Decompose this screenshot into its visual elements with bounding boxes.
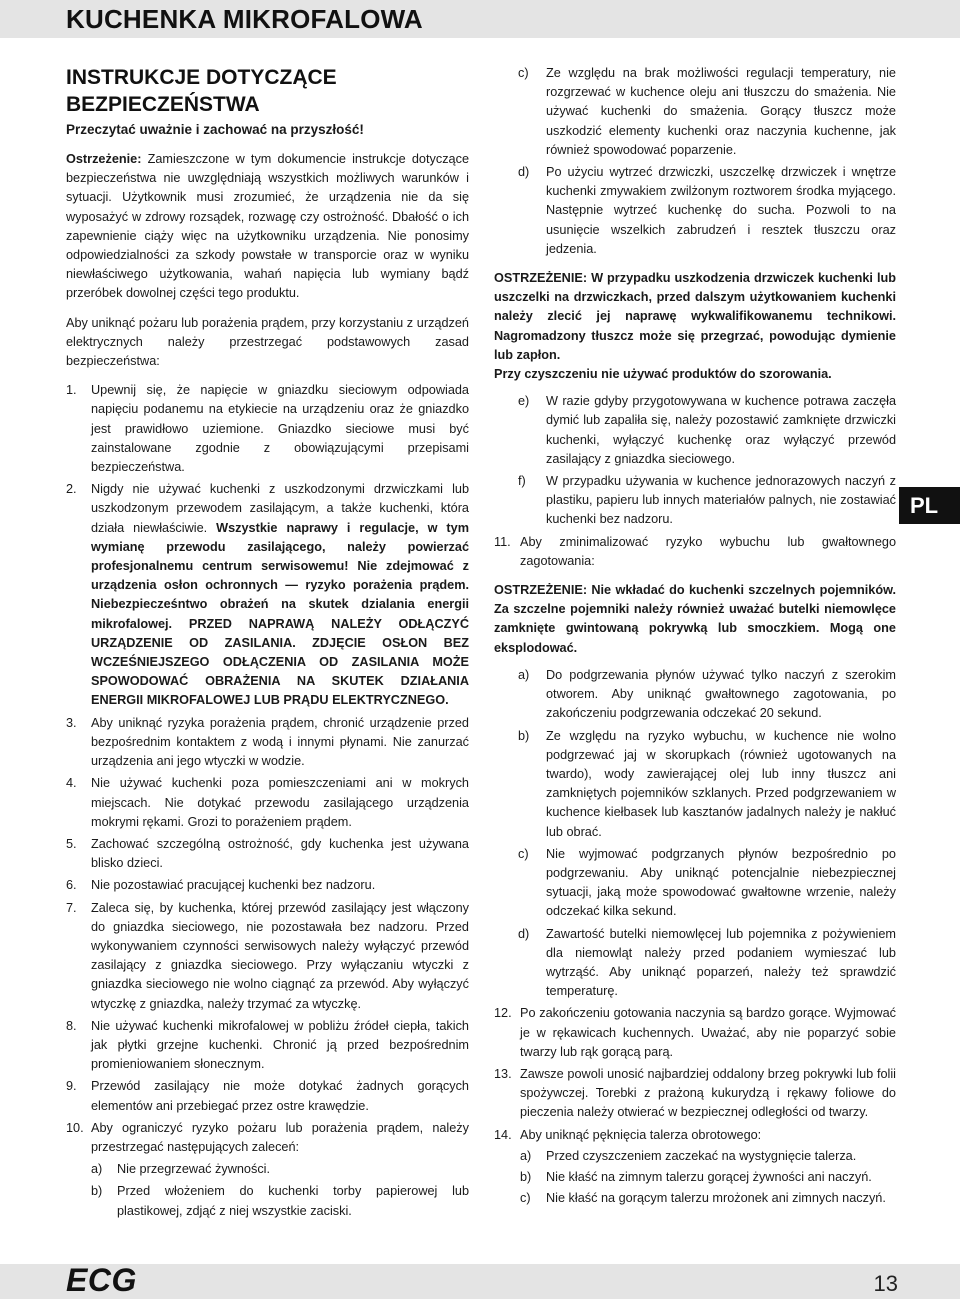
item-number: 5.	[66, 836, 77, 851]
sub-list	[494, 666, 896, 1001]
sub-item-letter: c)	[518, 846, 529, 861]
list-item	[66, 1077, 469, 1115]
list-item	[66, 774, 469, 832]
item-text: Aby uniknąć ryzyka porażenia prądem, chronić urządzenie przed bezpośrednim kontaktem z wodą i innymi płynami. Nie zanurzać urządzenia ani jego wtyczki w wodzie.	[91, 715, 469, 769]
warning-text: Zamieszczone w tym dokumencie instrukcje dotyczące bezpieczeństwa nie uwzględniają wszystkich możliwych warunków i sytuacji. Użytkownik musi zrozumieć, że urządzenia nie da się wyposażyć w zdrowy rozsądek, rozwagę czy ostrożność. Dbałość o ich zapewnienie ciąży więc na użytkowniku urządzenia. Nie ponosimy odpowiedzialności za szkody powstałe w transporcie oraz w wyniku niewłaściwego użytkowania, wahań napięcia lub wymiany bądź przeróbek dowolnej części tego produktu.	[66, 152, 469, 301]
warning-door-damage: OSTRZEŻENIE: W przypadku uszkodzenia drzwiczek kuchenki lub uszczelki na drzwiczkach, przed dalszym użytkowaniem kuchenki należy zlecić jej naprawę wykwalifikowanemu technikowi. Nagromadzony tłuszcz może się przegrzać, powodując dymienie lub zapłon.	[494, 271, 896, 362]
header-bar	[0, 0, 960, 38]
warning-sealed-containers: OSTRZEŻENIE: Nie wkładać do kuchenki szczelnych pojemników. Za szczelne pojemniki należy również uważać butelki niemowlęce zamknięte gwintowaną pokrywką lub smoczkiem. Mogą one eksplodować.	[494, 583, 896, 655]
sub-list-item	[494, 666, 896, 724]
item-text	[91, 1119, 469, 1221]
item-text: Upewnij się, że napięcie w gniazdku sieciowym odpowiada napięciu podanemu na etykiecie na urządzeniu oraz że gniazdko jest prawidłowo uziemione. Gniazdko sieciowe musi być zainstalowane zgodnie z obowiązującymi przepisami bezpieczeństwa.	[91, 383, 469, 475]
item-text: Przewód zasilający nie może dotykać żadnych gorących elementów ani przebiegać przez ostre krawędzie.	[91, 1079, 469, 1113]
sub-item-text: Nie kłaść na zimnym talerzu gorącej żywności ani naczyń.	[546, 1169, 872, 1184]
sub-list-item	[494, 845, 896, 922]
sub-item-text: Ze względu na brak możliwości regulacji temperatury, nie rozgrzewać w kuchence oleju ani tłuszczu do smażenia. Nie używać kuchenki do smażenia. Gorący tłuszcz może uszkodzić elementy kuchenki oraz naczynia kuchenne, jak również spowodować poparzenie.	[546, 66, 896, 157]
item-text	[91, 480, 469, 710]
warning-no-scrub: Przy czyszczeniu nie używać produktów do szorowania.	[494, 367, 832, 382]
sub-item-text: Do podgrzewania płynów używać tylko naczyń z szerokim otworem. Aby uniknąć gwałtownego zagotowania, po zakończeniu podgrzewania odczekać 20 sekund.	[546, 667, 896, 721]
sub-list-item	[494, 64, 896, 160]
sub-list-item	[494, 1147, 896, 1166]
list-item	[66, 876, 469, 895]
item-number: 1.	[66, 383, 77, 398]
sub-item-letter: f)	[518, 474, 526, 489]
sub-list-item	[494, 727, 896, 842]
section-title-line2: BEZPIECZEŃSTWA	[66, 93, 260, 116]
list-item	[66, 381, 469, 477]
list-item	[66, 1119, 469, 1221]
item-text: Aby zminimalizować ryzyko wybuchu lub gwałtownego zagotowania:	[520, 534, 896, 568]
sub-item-letter: a)	[91, 1162, 103, 1177]
item-text: Zawsze powoli unosić najbardziej oddalony brzeg pokrywki lub folii spożywczej. Torebki z prażoną kukurydzą i rękawy foliowe do pieczenia należy otwierać w bezpiecznej odległości od twarzy.	[520, 1066, 896, 1120]
left-column	[66, 64, 469, 1221]
sub-item-text: Przed włożeniem do kuchenki torby papierowej lub plastikowej, zdjąć z niej wszystkie zaciski.	[117, 1184, 469, 1218]
item-text-regular: Nigdy nie używać kuchenki z uszkodzonymi drzwiczkami lub uszkodzonym przewodem zasilającym, a także kuchenki, która działa niewłaściwie.	[91, 482, 469, 535]
sub-item-letter: a)	[518, 667, 530, 682]
list-item	[66, 714, 469, 772]
list-item	[494, 1126, 896, 1145]
sub-item-letter: b)	[91, 1184, 103, 1199]
right-column	[494, 64, 896, 1208]
sub-item-letter: c)	[518, 66, 529, 80]
sub-item-text: Przed czyszczeniem zaczekać na wystygnięcie talerza.	[546, 1148, 857, 1163]
list-item	[494, 1065, 896, 1123]
sub-item-letter: b)	[518, 728, 530, 743]
list-item	[66, 1017, 469, 1075]
sub-list-item	[494, 472, 896, 530]
section-title-line1: INSTRUKCJE DOTYCZĄCE	[66, 66, 337, 89]
item-text: Nie pozostawiać pracującej kuchenki bez nadzoru.	[91, 878, 376, 893]
item-number: 8.	[66, 1018, 77, 1033]
sub-list-item	[494, 1168, 896, 1187]
item-number: 7.	[66, 900, 77, 915]
sub-item-text: Po użyciu wytrzeć drzwiczki, uszczelkę drzwiczek i wnętrze kuchenki zmywakiem zwilżonym roztworem środka myjącego. Następnie wytrzeć kuchenkę do sucha. Pozwoli to na usunięcie wszelkich zabrudzeń i resztek tłuszczu oraz jedzenia.	[546, 165, 896, 256]
item-text-bold: Wszystkie naprawy i regulacje, w tym wymianę przewodu zasilającego, należy powierzać profesjonalnemu centrum serwisowemu! Nie zdejmować z urządzenia osłon ochronnych — ryzyko porażenia prądem. Niebezpiecześntwo obrażeń na skutek dzialania energii mikrofalowej. PRZED NAPRAWĄ NALEŻY ODŁĄCZYĆ URZĄDZENIE OD ZASILANIA. ZDJĘCIE OSŁON BEZ WCZEŚNIEJSZEGO ODŁĄCZENIA OD ZASILANIA MOŻE SPOWODOWAĆ OBRAŻENIA NA SKUTEK DZIAŁANIA ENERGII MIKROFALOWEJ LUB PRĄDU ELEKTRYCZNEGO.	[91, 520, 469, 708]
brand-logo: ECG	[66, 1262, 137, 1298]
item-number: 9.	[66, 1079, 77, 1094]
sub-list-item	[494, 1189, 896, 1208]
item-number: 14.	[494, 1127, 512, 1142]
sub-item-letter: e)	[518, 394, 530, 409]
sub-item-text: Nie kłaść na gorącym talerzu mrożonek ani zimnych naczyń.	[546, 1191, 886, 1206]
list-item	[66, 480, 469, 710]
item-text-regular: Aby ograniczyć ryzyko pożaru lub porażenia prądem, należy przestrzegać następujących zaleceń:	[91, 1120, 469, 1154]
footer-bar	[0, 1264, 960, 1299]
sub-item-letter: c)	[520, 1191, 531, 1206]
item-number: 3.	[66, 715, 77, 730]
list-item	[494, 1004, 896, 1062]
warning-paragraph	[66, 150, 469, 304]
sub-item-letter: d)	[518, 165, 530, 180]
intro-paragraph: Aby uniknąć pożaru lub porażenia prądem, przy korzystaniu z urządzeń elektrycznych należy przestrzegać podstawowych zasad bezpieczeństwa:	[66, 315, 469, 369]
item-number: 6.	[66, 878, 77, 893]
sub-list-item	[494, 925, 896, 1002]
numbered-list	[66, 381, 469, 1221]
sub-list-item	[91, 1182, 469, 1220]
item-number: 12.	[494, 1006, 512, 1021]
sub-item-text: W razie gdyby przygotowywana w kuchence potrawa zaczęła dymić lub zapaliła się, należy pozostawić zamknięte drzwiczki kuchenki, wyłączyć kuchenkę oraz wyłączyć przewód zasilający z gniazdka sieciowego.	[546, 394, 896, 466]
item-text: Zachować szczególną ostrożność, gdy kuchenka jest używana blisko dzieci.	[91, 836, 469, 871]
list-item	[66, 835, 469, 873]
item-number: 10.	[66, 1120, 84, 1135]
sub-item-text: W przypadku używania w kuchence jednorazowych naczyń z plastiku, papieru lub innych materiałów palnych, nie zostawiać kuchenki bez nadzoru.	[546, 474, 896, 527]
warning-label: Ostrzeżenie:	[66, 152, 142, 166]
item-number: 13.	[494, 1066, 512, 1081]
sub-item-letter: a)	[520, 1148, 532, 1163]
item-number: 2.	[66, 482, 77, 497]
sub-list-item	[494, 163, 896, 259]
item-text: Nie używać kuchenki mikrofalowej w pobliżu źródeł ciepła, takich jak płytki grzejne kuchenki. Chronić ją przed bezpośrednim promieniowaniem słonecznym.	[91, 1018, 469, 1072]
item-text: Zaleca się, by kuchenka, której przewód zasilający jest włączony do gniazdka sieciowego, nie pozostawała bez nadzoru. Przed wykonywaniem czynności serwisowych należy wyłączyć przewód zasilający z gniazdka sieciowego. Przy wyłączaniu wtyczki z gniazdka sieciowego nie wolno ciągnąć za przewód. Aby wyłączyć wtyczkę z gniazdka, należy trzymać za wtyczkę.	[91, 900, 469, 1011]
sub-list-item	[91, 1160, 469, 1179]
sub-item-letter: d)	[518, 926, 530, 941]
sub-list-item	[494, 392, 896, 469]
page-number: 13	[873, 1271, 898, 1296]
item-number: 4.	[66, 776, 77, 791]
list-item	[494, 533, 896, 571]
sub-item-text: Zawartość butelki niemowlęcej lub pojemnika z pożywieniem dla niemowląt należy przed podaniem wymieszać lub wytrząść. Aby uniknąć poparzeń, należy też sprawdzić temperaturę.	[546, 926, 896, 999]
item-text: Aby uniknąć pęknięcia talerza obrotowego:	[520, 1127, 762, 1142]
section-subtitle: Przeczytać uważnie i zachować na przyszłość!	[66, 122, 364, 137]
sub-item-letter: b)	[520, 1169, 532, 1184]
language-tab: PL	[899, 487, 960, 524]
item-text: Po zakończeniu gotowania naczynia są bardzo gorące. Wyjmować je w rękawicach kuchennych. Uważać, aby nie poparzyć sobie twarzy lub rąk gorącą parą.	[520, 1006, 896, 1059]
sub-item-text: Nie wyjmować podgrzanych płynów bezpośrednio po podgrzewaniu. Aby uniknąć potencjalnie niebezpiecznej sytuacji, jaką może spowodować gwałtowne wrzenie, należy odczekać kilka sekund.	[546, 846, 896, 919]
item-number: 11.	[494, 534, 511, 549]
list-item	[66, 899, 469, 1014]
sub-item-text: Ze względu na ryzyko wybuchu, w kuchence nie wolno podgrzewać jaj w skorupkach (również ugotowanych na twardo), wody zawierającej olej lub inny tłuszcz ani zamkniętych pojemników szklanych. Przed podgrzewaniem w kuchence kiełbasek lub kasztanów jadalnych należy je nakłuć lub obrać.	[546, 728, 896, 839]
item-text: Nie używać kuchenki poza pomieszczeniami ani w mokrych miejscach. Nie dotykać przewodu zasilającego urządzenia mokrymi rękami. Grozi to porażeniem prądem.	[91, 776, 469, 829]
sub-item-text: Nie przegrzewać żywności.	[117, 1162, 271, 1177]
page-header-title: KUCHENKA MIKROFALOWA	[66, 4, 423, 34]
